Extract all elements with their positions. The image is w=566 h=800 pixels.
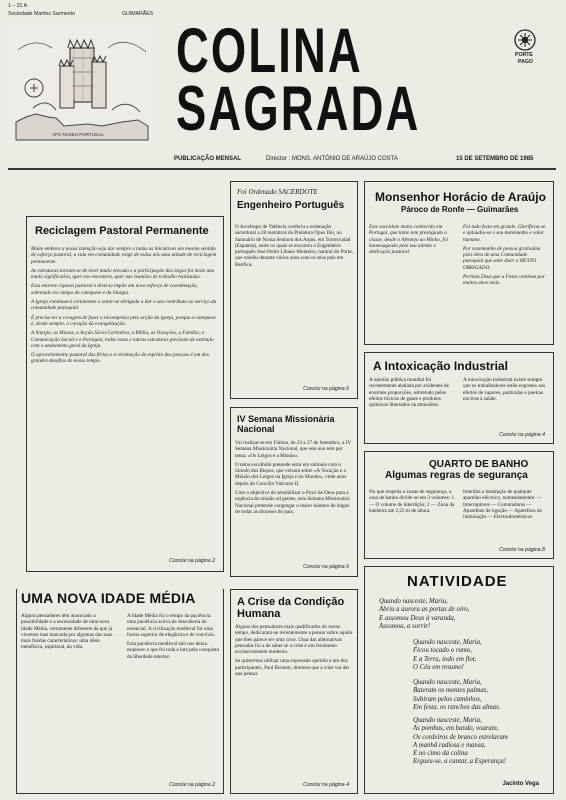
masthead-title-line1: COLINA: [176, 16, 363, 86]
masthead-divider: [8, 168, 556, 170]
article5-paragraph-1: A opinião pública mundial foi recentemente abalada por acidentes de enormes proporções, sobretudo pelos efeitos tóxicos de gases e produtos químicos libertados na atmosfera.: [369, 377, 449, 409]
article6-paragraph-1: No que respeita a zonas de segurança, a casa de banho divide-se em 3 volumes: 1 — O volume de interdição; 2 — Zona da banheira até 2,25 m de altura.: [369, 489, 455, 514]
article9-title: NATIVIDADE: [407, 573, 508, 590]
article1-conclusion: Conclui na página 2: [169, 558, 215, 564]
article6-conclusion: Conclui na página 8: [499, 547, 545, 553]
article7-paragraph-3: Esta paciência medieval não nos deixa esquecer o que foi toda a luta pela conquista da liberdade interior.: [127, 641, 219, 660]
article8-conclusion: Conclui na página 4: [303, 782, 349, 788]
seal-icon: [513, 28, 537, 52]
article8-paragraph-1: Alguns dos pensadores mais qualificados do nosso tempo, dedicaram-se recentemente a pensar sobre aquilo que lhes parece ser uma crise. Uma das alternativas pensadas foi a de saber se a crise é um fenómeno exclusivamente moderno.: [235, 624, 353, 656]
article-semana-missionaria: [230, 407, 358, 577]
article7-title: UMA NOVA IDADE MÉDIA: [21, 590, 196, 606]
poem-line: Ficou tocado o rumo,: [413, 647, 472, 655]
article-intoxicacao: [364, 352, 554, 444]
society-name: Sociedade Martins Sarmento: [8, 11, 75, 17]
article1-paragraph-5: É preciso ter a coragem de fazer a recompensa pela acção da Igreja, porque a catequese é, desde sempre, o coração da evangelização.: [31, 314, 216, 327]
city-name: GUIMARÃES: [122, 11, 154, 17]
article2-prefix: Foi Ordenado SACERDOTE: [237, 188, 318, 196]
poem-stanza-1: [379, 598, 544, 631]
article5-title: A Intoxicação Industrial: [373, 359, 508, 373]
article-nova-idade-media: [16, 589, 224, 794]
poem-author: Jacinto Vega: [502, 781, 539, 787]
article-quarto-de-banho: [364, 451, 554, 559]
poem-line: Assomou, a sorrir!: [379, 622, 431, 630]
article1-paragraph-4: A Igreja continuará certamente a sentir-se obrigada a dar o seu contributo ao serviço da comunidade paroquial.: [31, 299, 217, 312]
article4-paragraph-1: Vai realizar-se em Fátima, de 23 a 27 de Setembro, a IV Semana Missionária Nacional, que este ano tem por tema: «Os Leigos e a Missão».: [235, 440, 352, 459]
article2-conclusion: Conclui na página 6: [303, 386, 349, 392]
poem-line: Ergueu-se, a cantar, a Esperança!: [413, 758, 506, 766]
director-label: Director : MONS. ANTÓNIO DE ARAÚJO COSTA: [266, 156, 398, 162]
article-crise-condicao-humana: [230, 589, 358, 794]
article-monsenhor: [364, 181, 554, 345]
article6-title: QUARTO DE BANHO: [429, 459, 529, 470]
poem-line: Subiram pelos caminhos,: [413, 695, 482, 703]
article1-paragraph-2: As estruturas tornam-se de nível muito elevado e a participação dos leigos foi neste ano muito significativa, quer nos encontros, quer nas reuniões de trabalho realizadas.: [31, 267, 215, 281]
article1-paragraph-6: A liturgia, as Missas, a Acção Sócio-Caritativa, a Bíblia, as Vocações, a Família, a Comunicação Social e a Paróquia, todas estas e outras estruturas precisam de estímulo com o andamento geral da Igreja.: [31, 330, 214, 349]
article3-title: Monsenhor Horácio de Araújo: [375, 190, 546, 204]
article8-paragraph-2: Se quisermos utilizar uma expressão querida a um dos participantes, Paul Ricoeur, diremos que a crise vai dar que pensar.: [235, 658, 350, 678]
article3-subtitle: Pároco de Ronfe — Guimarães: [401, 205, 519, 214]
article7-paragraph-1: Alguns pensadores têm anunciado a possibilidade e a necessidade de uma nova Idade Média, certamente diferente da que já vivemos mas marcada por algumas das suas mais fundas características: uma ideia metafísica, espiritual, da vida.: [21, 613, 113, 651]
poem-stanza-4: [413, 717, 545, 767]
poem-line: E assomou Deus à varanda,: [379, 614, 456, 622]
top-left-code: 1 – 31 A: [8, 3, 28, 9]
article4-conclusion: Conclui na página 6: [303, 564, 349, 570]
article-reciclagem: [26, 216, 224, 572]
poem-stanza-2: [413, 639, 543, 672]
pago-label: PAGO: [518, 59, 533, 65]
article3-paragraph-1: Este sacerdote muito conhecido em Portugal, que tanto tem prestigiado a classe, desde o Alentejo ao Minho, foi homenageado pelo seu talento e dedicação pastoral.: [369, 224, 448, 256]
poem-line: Abriu a aurora as portas de oiro,: [379, 606, 470, 614]
article4-title: IV Semana Missionária Nacional: [237, 414, 335, 434]
artwork-caption: APÚ NASEU PORTUGAL: [52, 132, 104, 137]
poem-line: Em festa, os ranchos das almas.: [413, 703, 501, 711]
article5-conclusion: Conclui na página 4: [499, 432, 545, 438]
article6-paragraph-2: Interdita a instalação de qualquer aparelho eléctrico, nomeadamente: — Interruptores — Comutadores — Aparelhos de ligação — Aparelhos de iluminação — Electrodomésticos: [463, 489, 542, 521]
article6-subtitle: Algumas regras de segurança: [385, 470, 528, 481]
article-engenheiro: [230, 181, 358, 399]
article7-conclusion: Conclui na página 2: [169, 782, 215, 788]
article1-paragraph-3: Esta enorme riqueza pastoral e diversa impõe um novo esforço de coordenação, sobretudo no campo da catequese e da liturgia.: [31, 283, 198, 296]
poem-line: Os cordeiros de branco estrelaram: [413, 733, 508, 741]
poem-line: As pombas, em bando, voaram,: [413, 725, 499, 733]
poem-line: Quando nasceste, Maria,: [413, 717, 482, 724]
article1-paragraph-1: Muito embora a nossa intenção seja dar sempre a todas as iniciativas um mesmo sentido de esforço pastoral, a vida em comunidade exige de todos nós uma atitude de reciclagem permanente.: [31, 246, 217, 265]
poem-line: Quando nasceste, Maria,: [379, 598, 448, 605]
article5-paragraph-2: A intoxicação industrial existe sempre que os trabalhadores estão expostos aos efeitos de vapores, partículas e poeiras nocivas à saúde.: [463, 377, 546, 402]
porte-label: PORTE: [515, 52, 533, 58]
poem-line: Bateram os montes palmas,: [413, 687, 489, 695]
article1-title: Reciclagem Pastoral Permanente: [35, 225, 209, 237]
article7-paragraph-2: A Idade Média foi o tempo da paciência: uma paciência activa de descoberta do essencial. A civilização medieval foi uma forma superior de elegância e de convívio.: [127, 613, 216, 638]
publication-label: PUBLICAÇÃO MENSAL: [174, 156, 241, 162]
issue-date: 15 DE SETEMBRO DE 1985: [456, 156, 534, 162]
poem-line: A manhã radiosa e mansa,: [413, 741, 486, 749]
article3-paragraph-4: Permita Deus que a Festa continue por muitos anos mais.: [463, 274, 545, 287]
article2-title: Engenheiro Português: [237, 200, 345, 211]
poem-line: O Céu em resumo!: [413, 663, 464, 671]
article1-paragraph-7: O aproveitamento pastoral das férias e a orientação de espírito das pessoas é um dos grandes desafios do nosso tempo.: [31, 352, 209, 365]
masthead-title-line2: SAGRADA: [176, 74, 421, 144]
article-natividade: [364, 566, 554, 794]
poem-line: E a Terra, todo em flor,: [413, 655, 477, 663]
castle-artwork: [8, 22, 156, 144]
article4-paragraph-2: O tema escolhido pretende estar em sintonia com o Sínodo dos Bispos, que versará sobre «A Vocação e a Missão dos Leigos na Igreja e no Mundo», vinte anos depois do Concílio Vaticano II.: [235, 461, 347, 487]
article3-paragraph-2: Foi tudo festa em grande. Glorificou-se e aplaudiu-se o seu testemunho e valor humano.: [463, 224, 546, 243]
poem-line: E no cimo da colina: [413, 750, 468, 758]
article4-paragraph-3: Com o objectivo de sensibilizar o Povo de Deus para a urgência da missão ad gentes, esta Semana Missionária Nacional pretende congregar o maior número de leigos de todas as dioceses do país.: [235, 490, 350, 515]
article8-title: A Crise da Condição Humana: [237, 596, 345, 620]
article3-paragraph-3: Por testemunho de pessoa gratíssima pela obra de uma Comunidade paroquial que sabe dizer o MUITO OBRIGADO.: [463, 245, 541, 271]
poem-line: Quando nasceste, Maria,: [413, 639, 482, 646]
poem-stanza-3: [413, 679, 543, 712]
poem-line: Quando nasceste, Maria,: [413, 679, 482, 686]
article2-paragraph-1: O Arcebispo de Valência conferiu a ordenação sacerdotal a 28 membros da Prelatura Opus Dei, no Santuário de Nossa Senhora dos Anjos, em Torreciudad (Espanha), entre os quais se encontra o Engenheiro português José Pedro Líbano Monteiro, natural do Porto, que residiu durante vários anos com os seus pais em Benfica.: [235, 224, 353, 268]
